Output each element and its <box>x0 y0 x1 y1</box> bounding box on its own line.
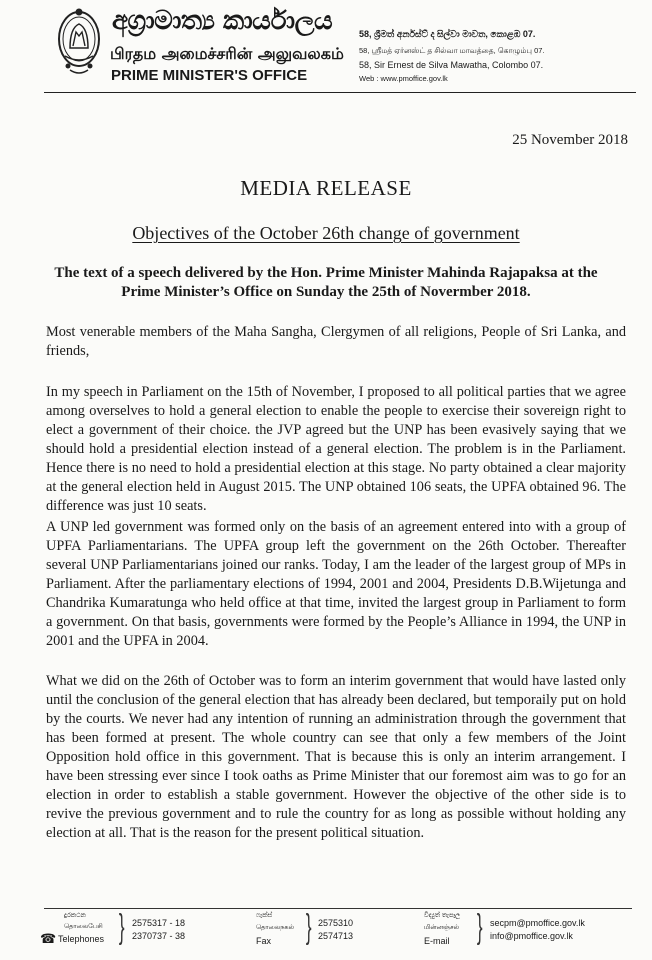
telephone-label-tamil: தொலைபேசி <box>64 923 103 930</box>
email-address-2[interactable]: info@pmoffice.gov.lk <box>490 931 573 941</box>
email-brace: } <box>476 908 483 946</box>
fax-brace: } <box>305 908 312 946</box>
address-sinhala: 58, ශ්‍රීමත් අර්නස්ට් ද සිල්වා මාවත, කොළඹ 07. <box>359 29 536 39</box>
telephone-number-1: 2575317 - 18 <box>132 918 186 928</box>
page-title: MEDIA RELEASE <box>240 176 412 200</box>
fax-number-1: 2575310 <box>318 918 354 928</box>
fax-label-english: Fax <box>256 936 272 946</box>
address-tamil: 58, ஸ்ரீமத் ஏர்னஸ்ட் த சில்வா மாவத்தை, கொழும்பு 07. <box>359 46 545 55</box>
address-english: 58, Sir Ernest de Silva Mawatha, Colombo 07. <box>359 60 544 70</box>
lead-paragraph: The text of a speech delivered by the Hon. Prime Minister Mahinda Rajapaksa at the Prime Minister’s Office on Sunday the 25th of Novermber 2018. <box>54 265 598 300</box>
release-date: 25 November 2018 <box>512 132 628 148</box>
email-address-1[interactable]: secpm@pmoffice.gov.lk <box>490 918 585 928</box>
telephone-label-english: Telephones <box>58 934 105 944</box>
footer-divider <box>44 908 632 909</box>
website: Web : www.pmoffice.gov.lk <box>359 74 448 83</box>
sri-lanka-emblem-icon <box>56 6 102 78</box>
fax-number-2: 2574713 <box>318 931 354 941</box>
telephone-number-2: 2370737 - 38 <box>132 931 186 941</box>
telephone-label-sinhala: දුරකථන <box>64 912 86 919</box>
telephone-brace: } <box>118 908 125 946</box>
letterhead-divider <box>44 92 636 93</box>
telephone-icon: ☎ <box>40 931 57 946</box>
letterhead-title-english: PRIME MINISTER'S OFFICE <box>111 67 308 84</box>
email-label-sinhala: විද්‍යුත් තැපෑල <box>424 912 461 919</box>
subheading: Objectives of the October 26th change of government <box>132 223 520 243</box>
paragraph-1: In my speech in Parliament on the 15th of November, I proposed to all political parties that we agree among overselves to hold a general election to enable the people to exercise their sovereign right to elect a government of their choice. the JVP agreed but the UNP has been evasively saying that we should hold a presidential election instead of a general election. The problem is in the Parliament. Hence there is no need to hold a presidential election at this stage. No party obtained a clear majority at the general election held in August 2015. The UNP obtained 106 seats, the UPFA obtained 96. The difference was just 10 seats. <box>46 384 626 514</box>
fax-label-sinhala: ෆැක්ස් <box>256 912 273 919</box>
fax-label-tamil: தொலைநகல் <box>256 924 294 931</box>
email-label-tamil: மின்னஞ்சல் <box>424 924 459 931</box>
paragraph-2: A UNP led government was formed only on the basis of an agreement entered into with a group of UPFA Parliamentarians. The UPFA group left the government on the 26th October. Thereafter several UNP Parliamentarians joined our ranks. Today, I am the leader of the largest group of MPs in Parliament. After the parliamentary elections of 1994, 2001 and 2004, Presidents D.B.Wijetunga and Chandrika Kumaratunga who held office at that time, invited the largest group in Parliament to form a government. On that basis, governments were formed by the People’s Alliance in 1994, the UNP in 2001 and the UPFA in 2004. <box>46 519 626 649</box>
paragraph-3: What we did on the 26th of October was to form an interim government that would have lasted only until the conclusion of the general election that has already been declared, but temporaily put on hold by the courts. We never had any intention of running an administration through the government that has been formed at present. The whole country can see that only a few members of the Joint Opposition hold office in this government. That is because this is only an interim arrangement. I have been stressing ever since I took oaths as Prime Minister that our foremost aim was to go for an election in order to establish a stable government. However the objective of the other side is to revive the previous government and to rule the country for as long as possible without holding any election at all. That is the reason for the present political situation. <box>46 673 626 841</box>
letterhead-title-tamil: பிரதம அமைச்சரின் அலுவலகம் <box>110 44 344 63</box>
email-label-english: E-mail <box>424 936 450 946</box>
letterhead-title-sinhala: අග්‍රාමාත්‍ය කාර්යාලය <box>112 6 333 36</box>
paragraph-greeting: Most venerable members of the Maha Sangha, Clergymen of all religions, People of Sri Lanka, and friends, <box>46 324 626 359</box>
